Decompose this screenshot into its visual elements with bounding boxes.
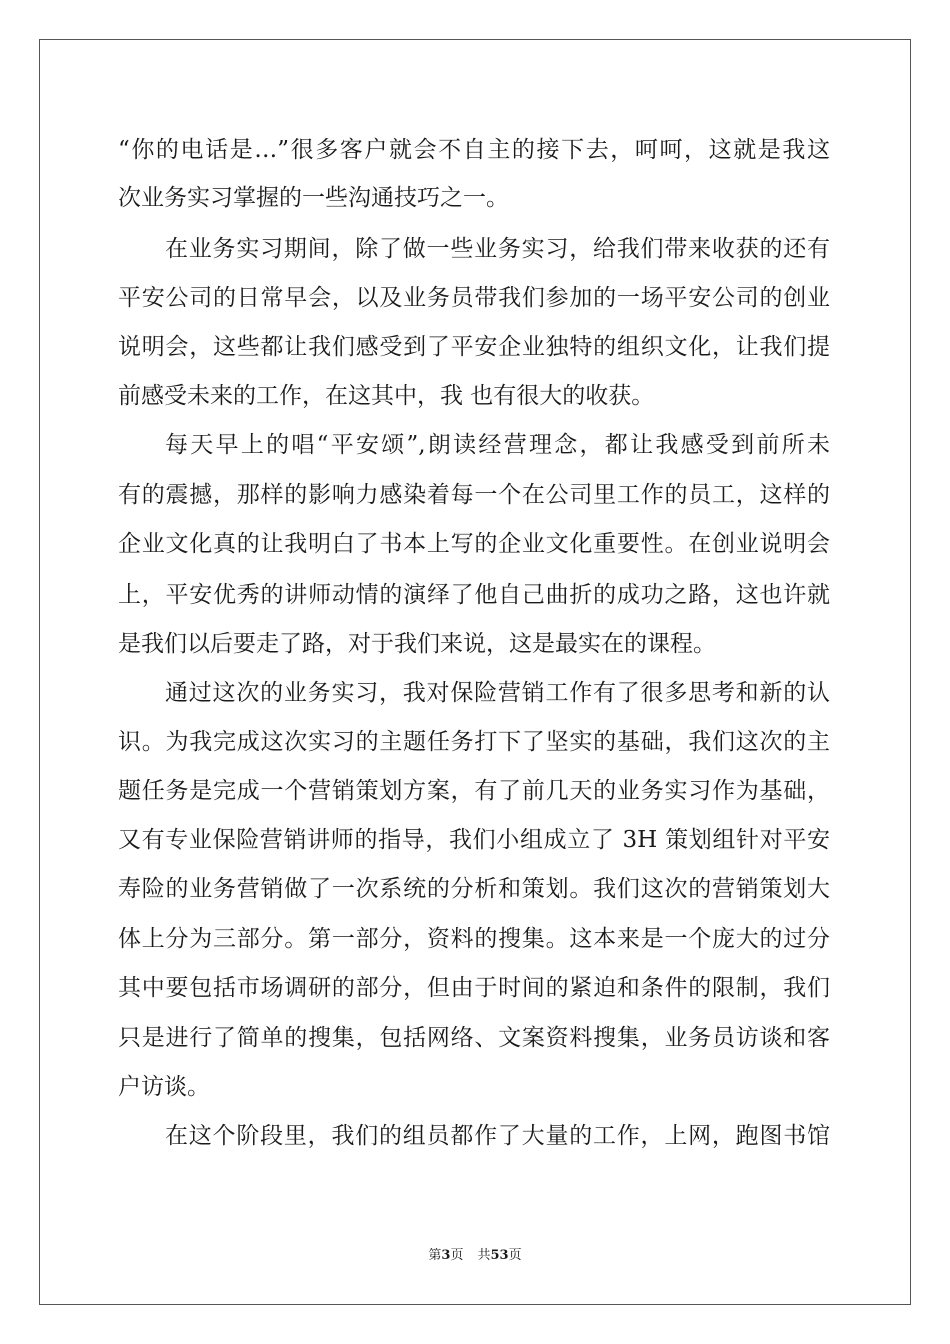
- text-line: 有的震撼，那样的影响力感染着每一个在公司里工作的员工，这样的: [118, 482, 830, 508]
- text-line: 平安公司的日常早会，以及业务员带我们参加的一场平安公司的创业: [118, 285, 830, 311]
- text-line: 每天早上的唱“平安颂”,朗读经营理念，都让我感受到前所未: [165, 432, 830, 458]
- text-line: 次业务实习掌握的一些沟通技巧之一。: [118, 185, 509, 211]
- text-line: 只是进行了简单的搜集，包括网络、文案资料搜集，业务员访谈和客: [118, 1025, 830, 1051]
- total-suffix: 页: [508, 1248, 522, 1263]
- text-line: “你的电话是…”很多客户就会不自主的接下去，呵呵，这就是我这: [118, 137, 830, 163]
- text-line: 识。为我完成这次实习的主题任务打下了坚实的基础，我们这次的主: [118, 729, 830, 755]
- page-footer: [0, 1246, 950, 1266]
- text-line: 前感受未来的工作，在这其中，我 也有很大的收获。: [118, 383, 655, 409]
- text-line: 寿险的业务营销做了一次系统的分析和策划。我们这次的营销策划大: [118, 876, 830, 902]
- text-line: 户访谈。: [118, 1074, 210, 1100]
- text-line: 又有专业保险营销讲师的指导，我们小组成立了 3H 策划组针对平安: [118, 827, 830, 853]
- total-pages: 53: [490, 1248, 509, 1263]
- text-line: 在业务实习期间，除了做一些业务实习，给我们带来收获的还有: [165, 236, 830, 262]
- text-line: 在这个阶段里，我们的组员都作了大量的工作，上网，跑图书馆: [165, 1123, 830, 1149]
- total-prefix: 共: [477, 1248, 491, 1263]
- page-prefix: 第: [428, 1248, 442, 1263]
- text-line: 是我们以后要走了路，对于我们来说，这是最实在的课程。: [118, 631, 716, 657]
- text-line: 上，平安优秀的讲师动情的演绎了他自己曲折的成功之路，这也许就: [118, 582, 830, 608]
- text-line: 题任务是完成一个营销策划方案，有了前几天的业务实习作为基础，: [118, 778, 830, 804]
- text-line: 通过这次的业务实习，我对保险营销工作有了很多思考和新的认: [165, 680, 830, 706]
- page-suffix: 页: [450, 1248, 464, 1263]
- text-line: 说明会，这些都让我们感受到了平安企业独特的组织文化，让我们提: [118, 334, 830, 360]
- page-number: 3: [441, 1248, 451, 1263]
- text-line: 企业文化真的让我明白了书本上写的企业文化重要性。在创业说明会: [118, 531, 830, 557]
- text-line: 其中要包括市场调研的部分，但由于时间的紧迫和条件的限制，我们: [118, 975, 830, 1001]
- text-line: 体上分为三部分。第一部分，资料的搜集。这本来是一个庞大的过分: [118, 926, 830, 952]
